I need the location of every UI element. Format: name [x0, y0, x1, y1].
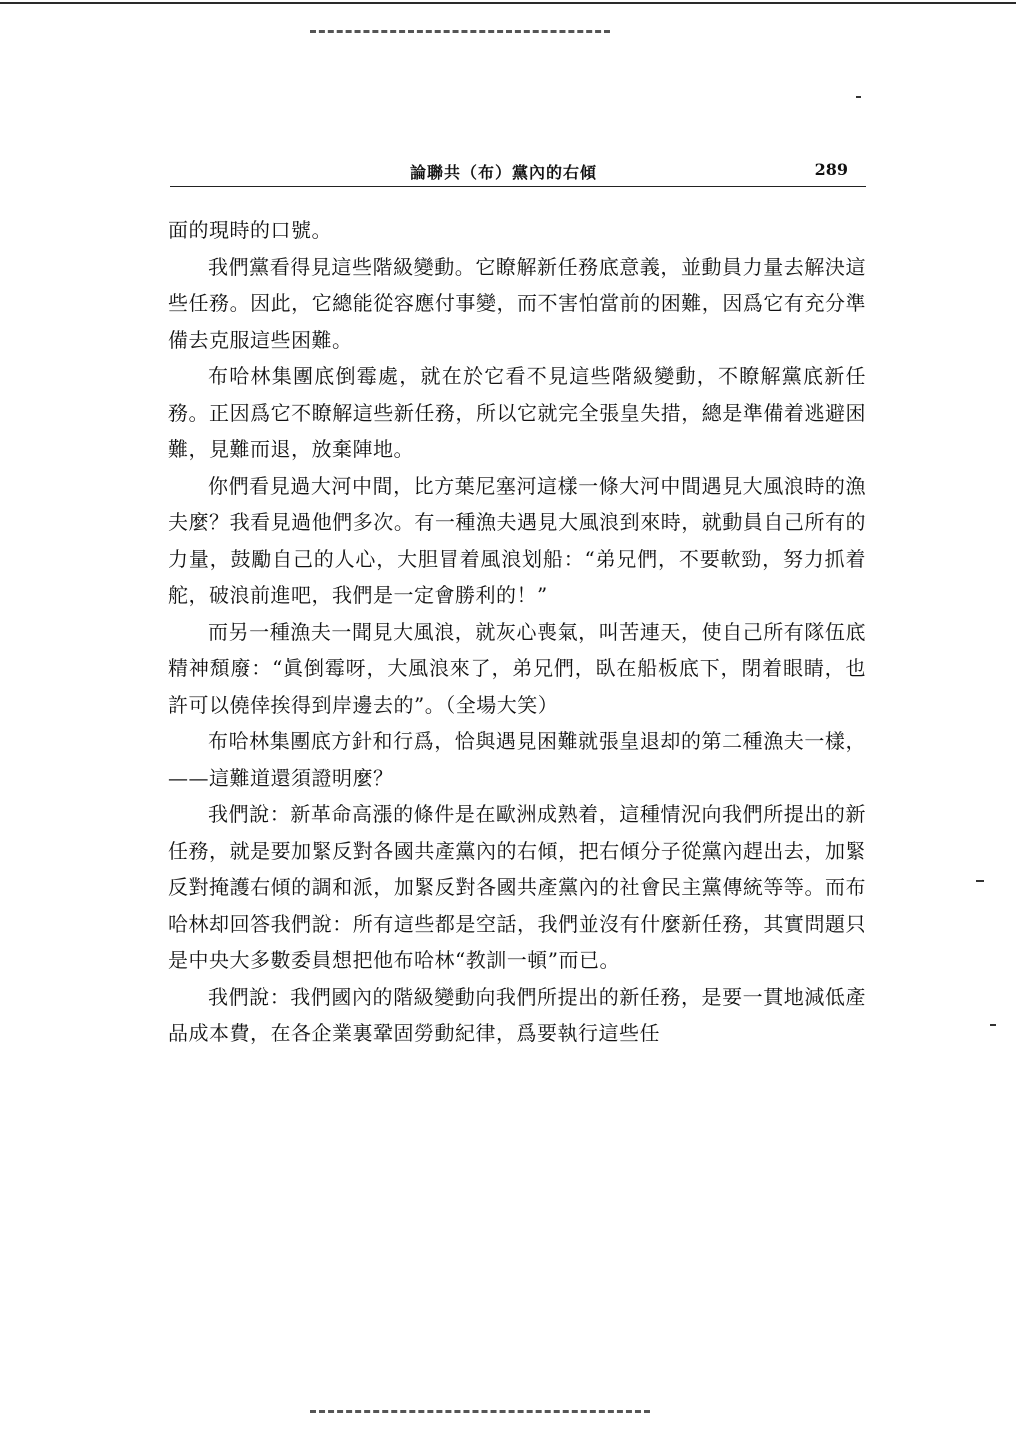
page-header	[170, 160, 866, 188]
scan-artifact-top	[310, 30, 610, 36]
scan-speck	[990, 1024, 996, 1026]
paragraph: 而另一種漁夫一聞見大風浪，就灰心喪氣，叫苦連天，使自己所有隊伍底精神頹廢：“眞倒霉呀，大風浪來了，弟兄們，臥在船板底下，閉着眼睛，也許可以僥倖挨得到岸邊去的”。（全場大笑）	[168, 619, 866, 717]
scan-speck	[856, 96, 861, 98]
paragraph: 我們說：我們國內的階級變動向我們所提出的新任務，是要一貫地減低產品成本費，在各企業裏鞏固勞動紀律，爲要執行這些任	[168, 984, 866, 1045]
page-number: 289	[814, 160, 848, 179]
header-rule	[170, 186, 866, 187]
paragraph: 我們黨看得見這些階級變動。它瞭解新任務底意義，並動員力量去解決這些任務。因此，它總能從容應付事變，而不害怕當前的困難，因爲它有充分準備去克服這些困難。	[168, 254, 866, 352]
paragraph-continuation: 面的現時的口號。	[168, 218, 332, 242]
running-title: 論聯共（布）黨內的右傾	[410, 163, 598, 182]
paragraph: 布哈林集團底倒霉處，就在於它看不見這些階級變動，不瞭解黨底新任務。正因爲它不瞭解這些新任務，所以它就完全張皇失措，總是準備着逃避困難，見難而退，放棄陣地。	[168, 364, 866, 461]
paragraph: 你們看見過大河中間，比方葉尼塞河這樣一條大河中間遇見大風浪時的漁夫麼？我看見過他們多次。有一種漁夫遇見大風浪到來時，就動員自己所有的力量，鼓勵自己的人心，大胆冒着風浪划船：“弟兄們，不要軟勁，努力抓着舵，破浪前進吧，我們是一定會勝利的！”	[168, 473, 866, 607]
body-text	[168, 212, 866, 1052]
scan-speck	[976, 880, 984, 882]
paragraph: 布哈林集團底方針和行爲，恰與遇見困難就張皇退却的第二種漁夫一樣，——這難道還須證明麼？	[168, 729, 866, 790]
paragraph: 我們說：新革命高漲的條件是在歐洲成熟着，這種情況向我們所提出的新任務，就是要加緊反對各國共產黨內的右傾，把右傾分子從黨內趕出去，加緊反對掩護右傾的調和派，加緊反對各國共產黨內的社會民主黨傳統等等。而布哈林却回答我們說：所有這些都是空話，我們並沒有什麼新任務，其實問題只是中央大多數委員想把他布哈林“教訓一頓”而已。	[168, 802, 866, 972]
scan-artifact-bottom	[310, 1410, 650, 1416]
scan-top-border	[0, 2, 1016, 4]
